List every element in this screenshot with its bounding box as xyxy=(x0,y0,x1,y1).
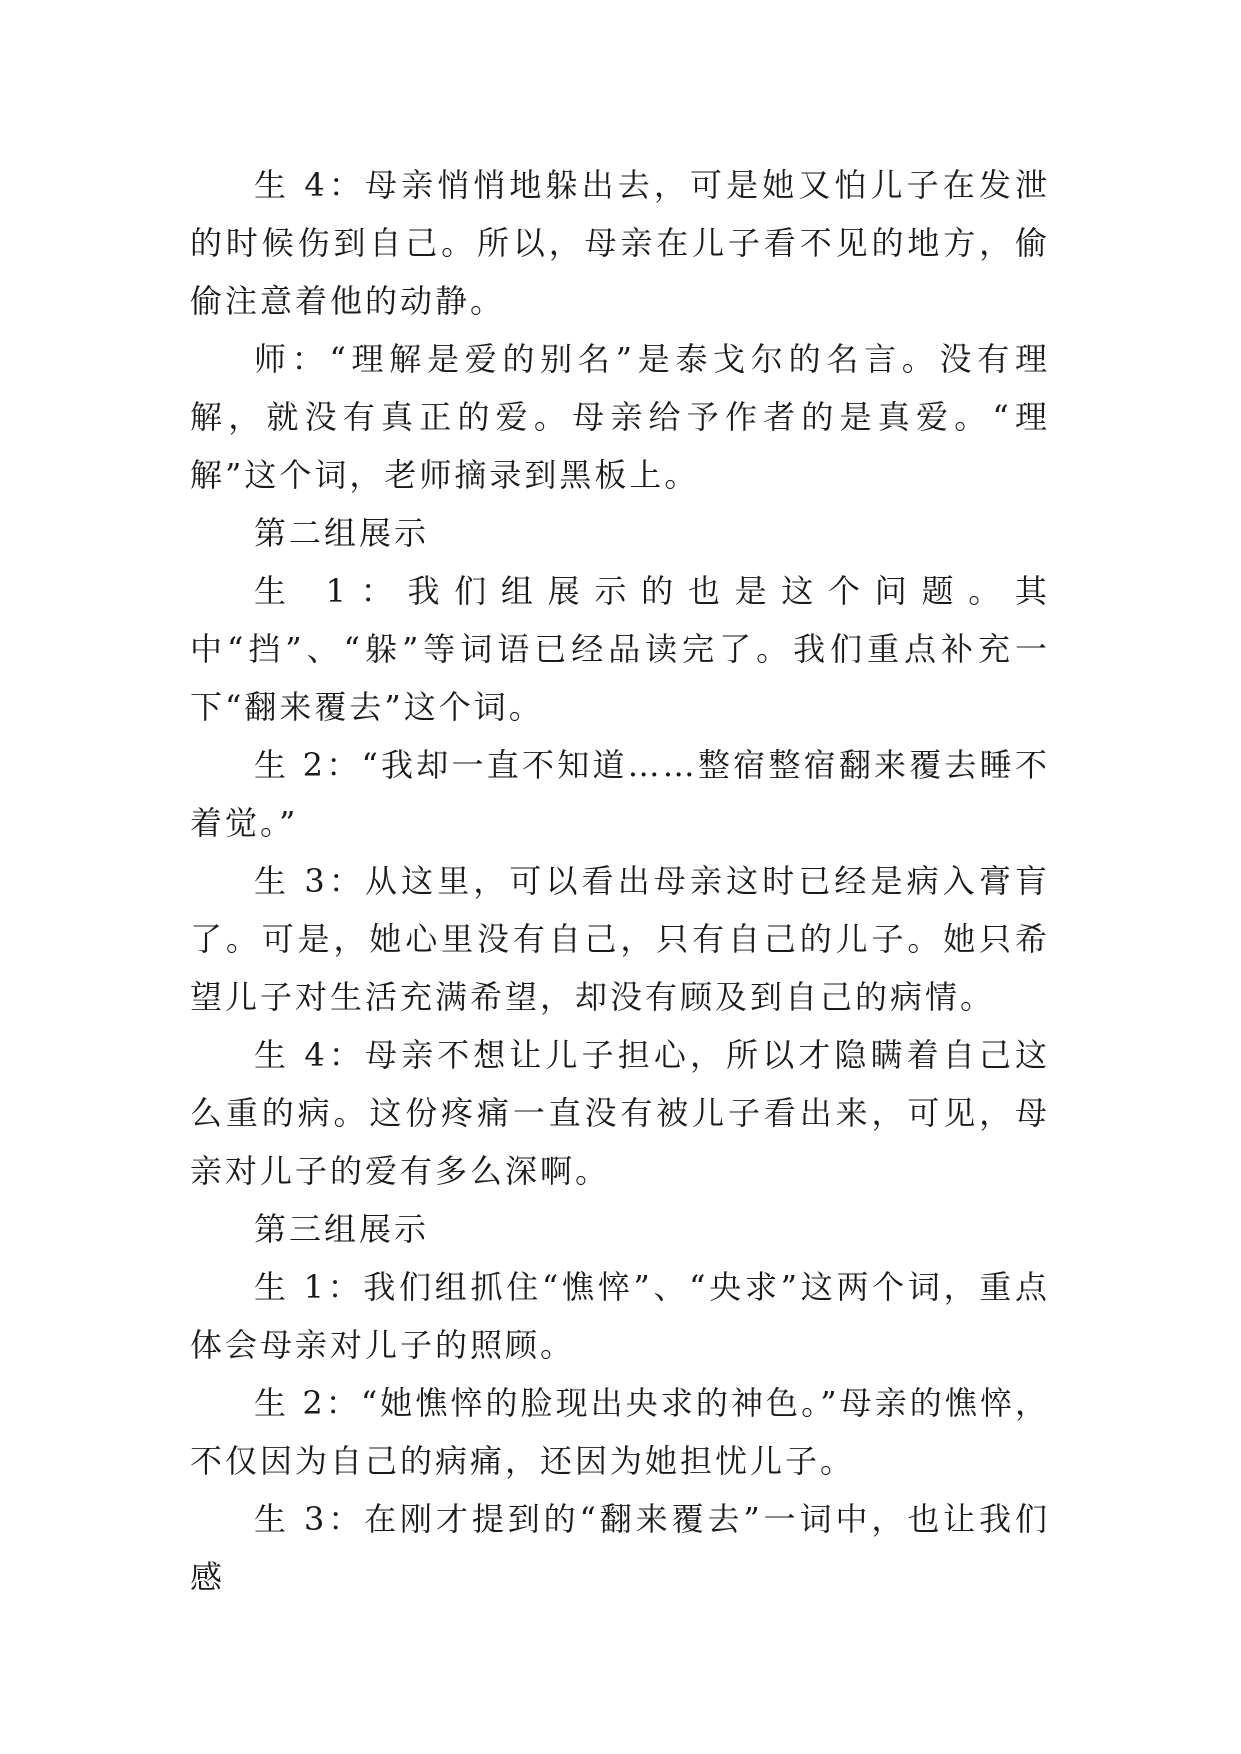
paragraph-teacher-understanding: 师：“理解是爱的别名”是泰戈尔的名言。没有理解，就没有真正的爱。母亲给予作者的是真爱。“理解”这个词，老师摘录到黑板上。 xyxy=(190,340,1050,494)
document-body xyxy=(190,156,1050,1606)
paragraph-group2-student-3: 生 3：从这里，可以看出母亲这时已经是病入膏肓了。可是，她心里没有自己，只有自己的儿子。她只希望儿子对生活充满希望，却没有顾及到自己的病情。 xyxy=(190,862,1050,1016)
paragraph-group2-student-2: 生 2：“我却一直不知道……整宿整宿翻来覆去睡不着觉。” xyxy=(190,746,1050,842)
paragraph-student-4-hiding: 生 4：母亲悄悄地躲出去，可是她又怕儿子在发泄的时候伤到自己。所以，母亲在儿子看不见的地方，偷偷注意着他的动静。 xyxy=(190,166,1050,320)
section-heading-group-3: 第三组展示 xyxy=(254,1210,430,1248)
paragraph-group2-student-1: 生 1：我们组展示的也是这个问题。其中“挡”、“躲”等词语已经品读完了。我们重点补充一下“翻来覆去”这个词。 xyxy=(190,572,1050,726)
paragraph-group3-student-1: 生 1：我们组抓住“憔悴”、“央求”这两个词，重点体会母亲对儿子的照顾。 xyxy=(190,1268,1050,1364)
paragraph-group2-student-4: 生 4：母亲不想让儿子担心，所以才隐瞒着自己这么重的病。这份疼痛一直没有被儿子看出来，可见，母亲对儿子的爱有多么深啊。 xyxy=(190,1036,1050,1190)
paragraph-group3-student-2: 生 2：“她憔悴的脸现出央求的神色。”母亲的憔悴，不仅因为自己的病痛，还因为她担忧儿子。 xyxy=(190,1384,1050,1480)
section-heading-group-2: 第二组展示 xyxy=(254,514,430,552)
paragraph-group3-student-3: 生 3：在刚才提到的“翻来覆去”一词中，也让我们感 xyxy=(190,1500,1050,1596)
